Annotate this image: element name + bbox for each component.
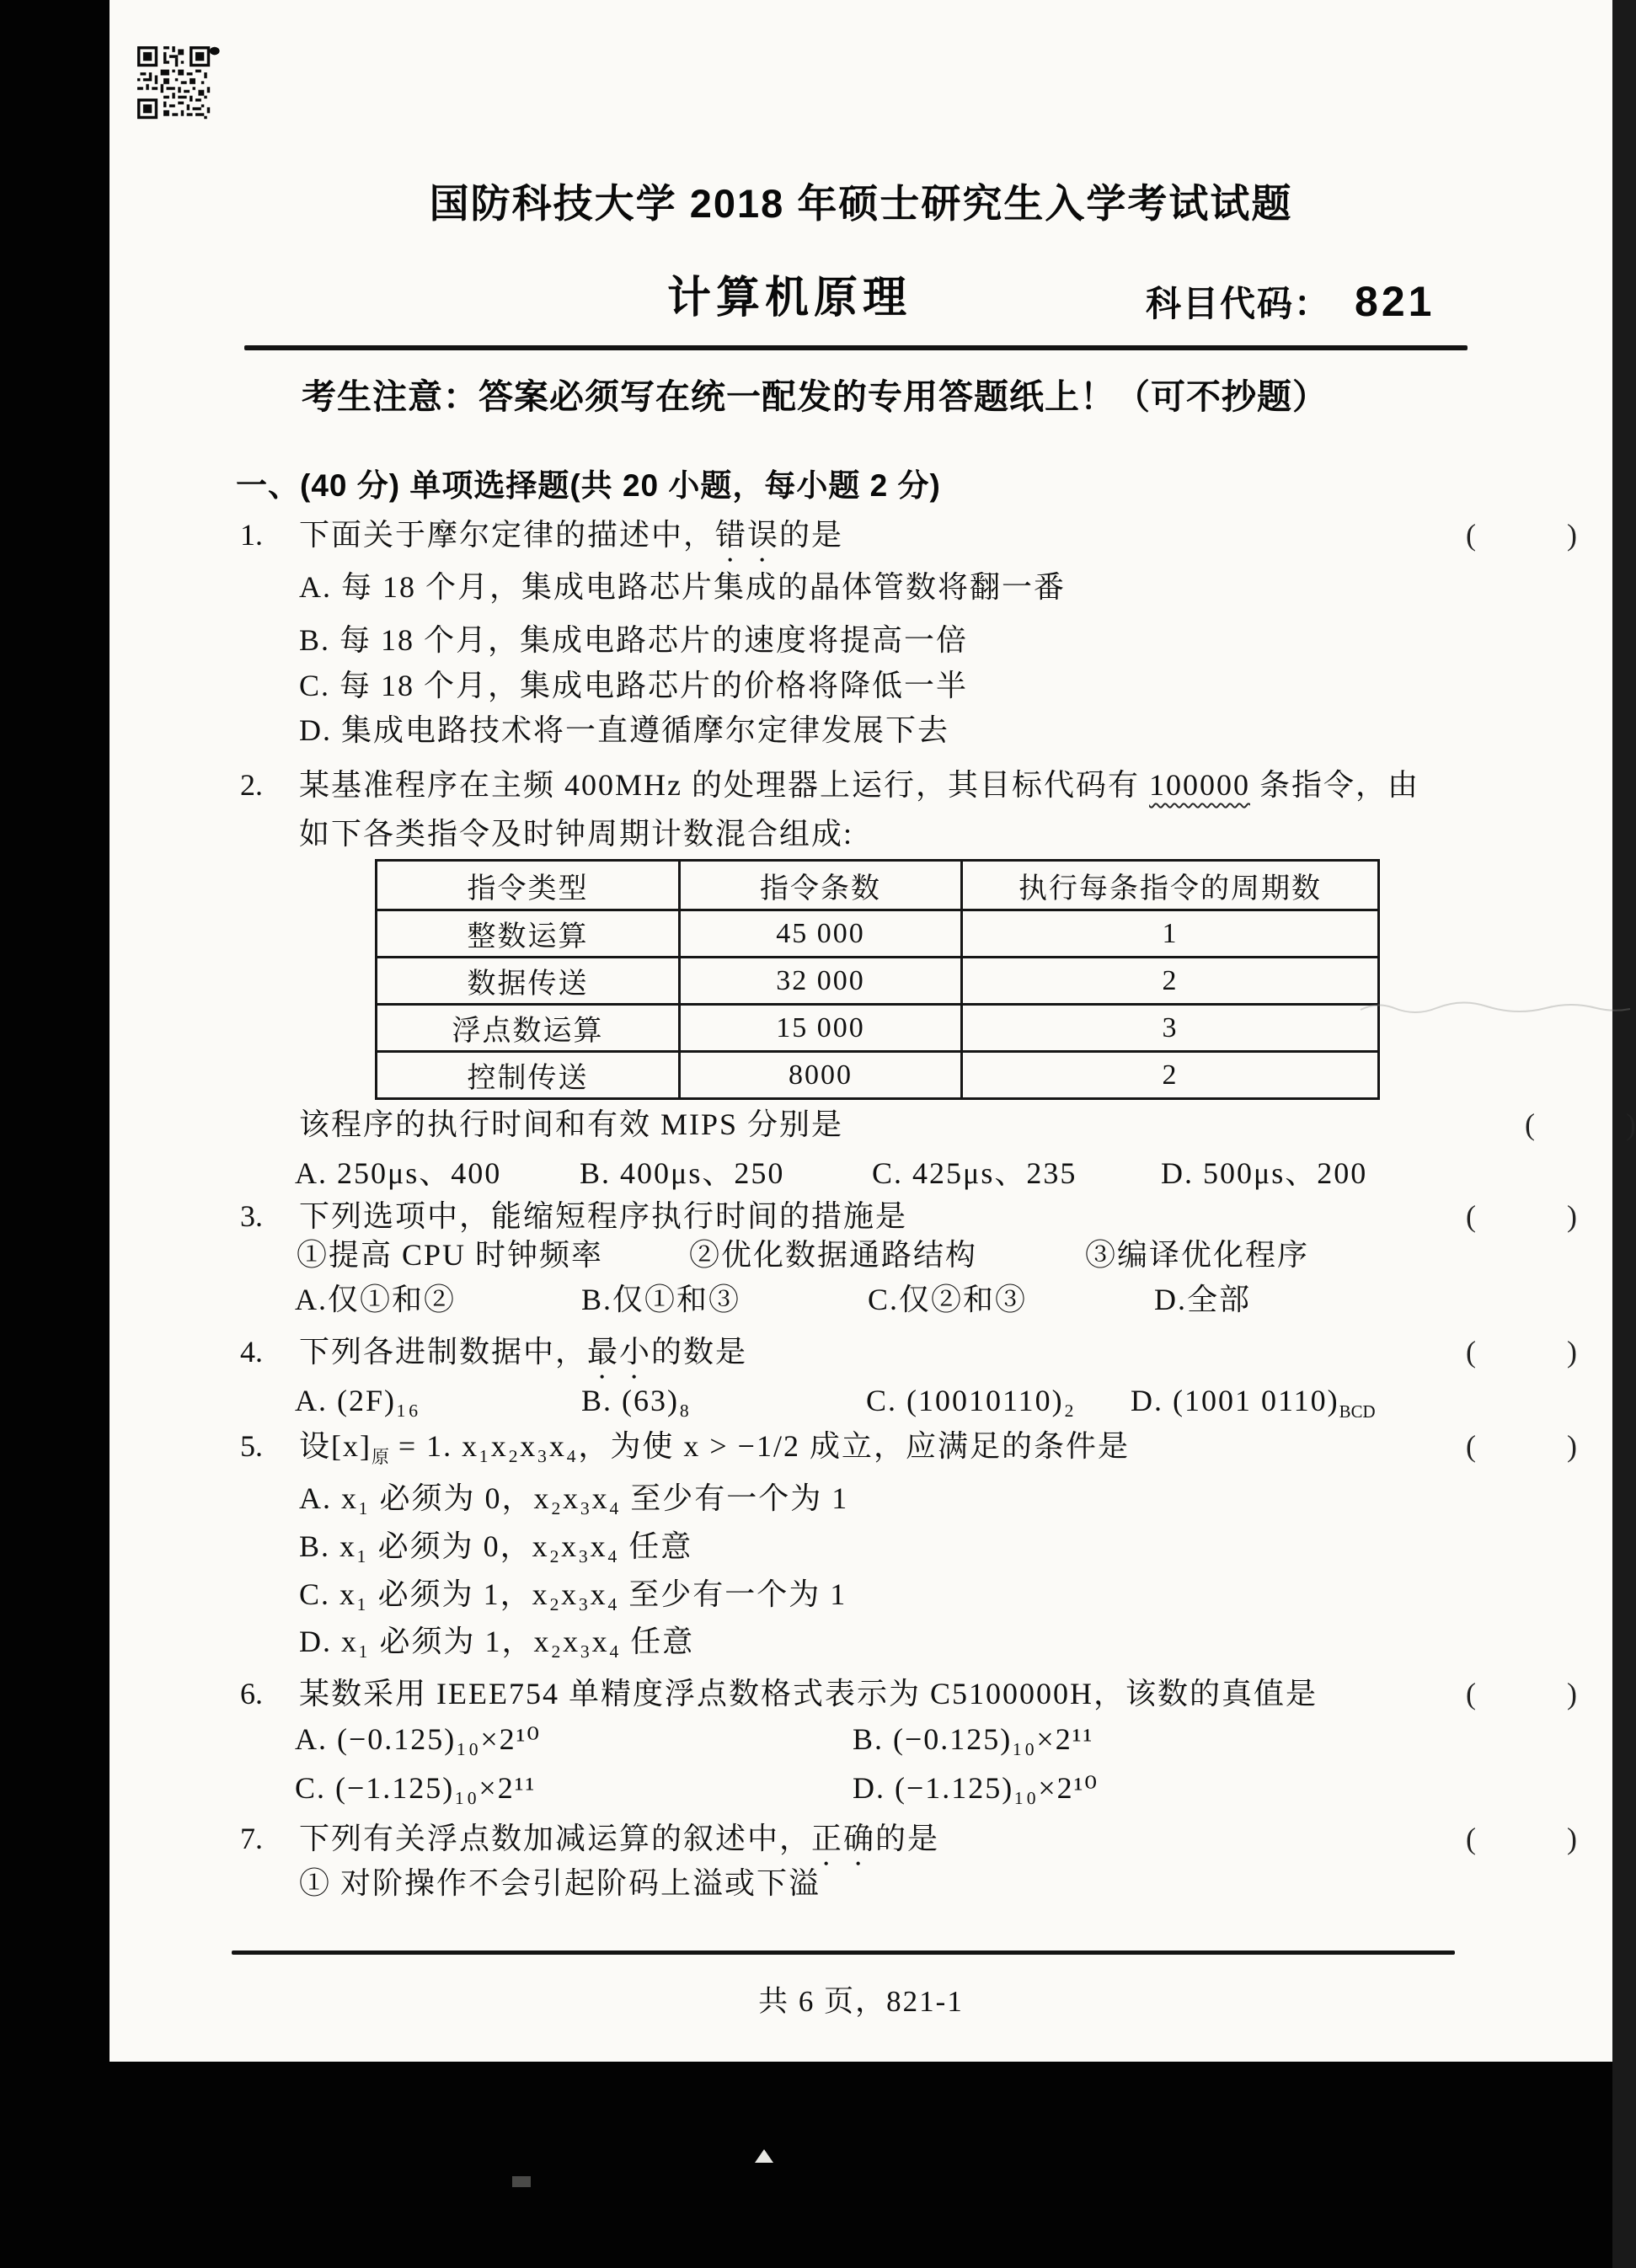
question-6-option-d: D. (−1.125)₁₀×2¹⁰ [853, 1771, 1099, 1805]
candidate-notice: 考生注意：答案必须写在统一配发的专用答题纸上！（可不抄题） [302, 377, 1328, 416]
question-7-text-pre: 下列有关浮点数加减运算的叙述中， [299, 1822, 812, 1855]
question-6-option-b: B. (−0.125)₁₀×2¹¹ [853, 1722, 1094, 1756]
question-3-options-row [110, 1275, 1612, 1324]
question-1-text-pre: 下面关于摩尔定律的描述中， [299, 518, 716, 552]
question-2-option-b: B. 400μs、250 [580, 1156, 785, 1190]
paper-sheet [110, 0, 1636, 2062]
question-3-items-row [110, 1230, 1612, 1279]
question-7-text-post: 的是 [875, 1822, 940, 1855]
cell-type: 整数运算 [377, 910, 680, 958]
paren-open: ( [1466, 1335, 1476, 1369]
cell-count: 45 000 [680, 910, 962, 958]
question-5-text-post: = 1. x₁x₂x₃x₄，为使 x > −1/2 成立，应满足的条件是 [388, 1429, 1130, 1463]
question-2-option-d: D. 500μs、200 [1161, 1156, 1368, 1190]
question-4-text-emphasis: 最小 [587, 1335, 652, 1369]
table-row [377, 1052, 1379, 1099]
question-1-number: 1. [240, 518, 263, 552]
question-2-options-row [110, 1149, 1612, 1198]
option-text: A. (2F)₁₆ [295, 1384, 421, 1417]
question-2-underlined-value: 100000 [1149, 768, 1250, 802]
question-7-item-1: ① 对阶操作不会引起阶码上溢或下溢 [299, 1866, 821, 1900]
cell-cycles: 3 [962, 1005, 1379, 1052]
paren-open: ( [1466, 1822, 1476, 1855]
question-3-option-d: D.全部 [1154, 1283, 1251, 1316]
answer-blank-parens [1466, 1669, 1577, 1718]
pencil-mark [1356, 998, 1634, 1018]
instruction-mix-table [375, 859, 1380, 1100]
question-5-option-c: C. x₁ 必须为 1，x₂x₃x₄ 至少有一个为 1 [299, 1577, 847, 1611]
paren-open: ( [1466, 1429, 1476, 1463]
question-4-text-post: 的数是 [651, 1335, 748, 1369]
paren-open: ( [1466, 1199, 1476, 1233]
cell-cycles: 1 [962, 910, 1379, 958]
scan-speck [512, 2176, 531, 2187]
question-2-option-a: A. 250μs、400 [295, 1156, 502, 1190]
cell-count: 15 000 [680, 1005, 962, 1052]
question-6-stem [240, 1669, 1577, 1718]
question-1-option-c: C. 每 18 个月，集成电路芯片的价格将降低一半 [299, 669, 969, 702]
question-6-options-row2 [110, 1764, 1612, 1812]
question-3-number: 3. [240, 1199, 263, 1233]
subject-code-row [1146, 276, 1435, 327]
question-1-option-a: A. 每 18 个月，集成电路芯片集成的晶体管数将翻一番 [299, 570, 1066, 604]
answer-blank-parens [1466, 1327, 1577, 1376]
question-5-text-pre: 设[x] [299, 1429, 372, 1463]
cell-type: 控制传送 [377, 1052, 680, 1099]
page-footer: 共 6 页，821-1 [758, 1985, 964, 2018]
paren-open: ( [1525, 1107, 1535, 1141]
col-header-instruction-type: 指令类型 [377, 861, 680, 910]
cell-count: 32 000 [680, 958, 962, 1005]
question-7-stem [240, 1814, 1577, 1863]
table-header-row [377, 861, 1379, 910]
question-3-text: 下列选项中，能缩短程序执行时间的措施是 [299, 1199, 908, 1233]
question-2-number: 2. [240, 768, 263, 802]
question-2-stem-line1 [240, 760, 1419, 809]
question-2-option-c: C. 425μs、235 [872, 1156, 1077, 1190]
paren-open: ( [1466, 518, 1476, 552]
question-5-option-a: A. x₁ 必须为 0，x₂x₃x₄ 至少有一个为 1 [299, 1481, 849, 1515]
question-2-text-post: 条指令，由 [1250, 768, 1420, 802]
option-text: C. (10010110)₂ [866, 1384, 1077, 1417]
footer-divider [232, 1950, 1455, 1955]
question-1-option-d: D. 集成电路技术将一直遵循摩尔定律发展下去 [299, 713, 949, 747]
question-3-item-3: ③编译优化程序 [1085, 1238, 1310, 1272]
scan-border-bottom [0, 2062, 1612, 2268]
answer-blank-parens [1466, 1422, 1577, 1470]
question-1-stem [240, 510, 1577, 559]
scan-border-left [0, 0, 110, 2268]
answer-blank-parens [1525, 1100, 1636, 1149]
question-5-subscript: 原 [371, 1447, 389, 1468]
question-3-option-b: B.仅①和③ [581, 1283, 741, 1316]
table-row [377, 958, 1379, 1005]
question-6-option-c: C. (−1.125)₁₀×2¹¹ [295, 1771, 537, 1805]
answer-blank-parens [1466, 510, 1577, 559]
cell-cycles: 2 [962, 958, 1379, 1005]
question-3-option-a: A.仅①和② [295, 1283, 456, 1316]
question-5-option-d: D. x₁ 必须为 1，x₂x₃x₄ 任意 [299, 1625, 695, 1658]
paren-close: ) [1626, 1107, 1636, 1141]
cell-cycles: 2 [962, 1052, 1379, 1099]
paren-close: ) [1567, 1677, 1577, 1710]
paren-open: ( [1466, 1677, 1476, 1710]
question-2-stem2 [299, 1100, 1636, 1149]
cell-type: 数据传送 [377, 958, 680, 1005]
question-2-stem-line2: 如下各类指令及时钟周期计数混合组成: [299, 817, 854, 851]
page-title: 国防科技大学 2018 年硕士研究生入学考试试题 [429, 181, 1293, 226]
question-4-options-row [110, 1376, 1612, 1425]
col-header-instruction-count: 指令条数 [680, 861, 962, 910]
question-5-number: 5. [240, 1429, 263, 1463]
question-1-text-post: 的是 [779, 518, 844, 552]
question-3-item-1: ①提高 CPU 时钟频率 [297, 1238, 604, 1272]
qr-code [137, 44, 222, 133]
paren-close: ) [1567, 1429, 1577, 1463]
cell-type: 浮点数运算 [377, 1005, 680, 1052]
question-1-option-b: B. 每 18 个月，集成电路芯片的速度将提高一倍 [299, 623, 969, 657]
question-6-option-a: A. (−0.125)₁₀×2¹⁰ [295, 1722, 541, 1756]
question-4-number: 4. [240, 1335, 263, 1369]
subject-title: 计算机原理 [667, 274, 912, 323]
question-3-option-c: C.仅②和③ [868, 1283, 1028, 1316]
paren-close: ) [1567, 1335, 1577, 1369]
section-heading: 一、(40 分) 单项选择题(共 20 小题，每小题 2 分) [236, 468, 941, 503]
question-4-option-d [1131, 1376, 1376, 1436]
option-text: D. (1001 0110) [1131, 1384, 1339, 1417]
question-5-option-b: B. x₁ 必须为 0，x₂x₃x₄ 任意 [299, 1529, 693, 1563]
option-subscript: BCD [1339, 1401, 1376, 1422]
question-7-text-emphasis: 正确 [811, 1822, 876, 1855]
question-7-number: 7. [240, 1822, 263, 1855]
question-2-text-pre: 某基准程序在主频 400MHz 的处理器上运行，其目标代码有 [299, 768, 1149, 802]
paren-close: ) [1567, 518, 1577, 552]
question-1-text-emphasis: 错误 [715, 518, 780, 552]
question-6-options-row1 [110, 1715, 1612, 1764]
subject-code-label: 科目代码： [1146, 284, 1332, 323]
paren-close: ) [1567, 1199, 1577, 1233]
header-divider [244, 345, 1468, 350]
question-5-stem [240, 1422, 1577, 1470]
table-row [377, 1005, 1379, 1052]
subject-code-value: 821 [1355, 278, 1436, 325]
cell-count: 8000 [680, 1052, 962, 1099]
question-4-stem [240, 1327, 1577, 1376]
question-6-text: 某数采用 IEEE754 单精度浮点数格式表示为 C5100000H，该数的真值是 [299, 1677, 1318, 1710]
question-6-number: 6. [240, 1677, 263, 1710]
question-2-stem2-text: 该程序的执行时间和有效 MIPS 分别是 [299, 1107, 844, 1141]
option-text: B. (63)₈ [581, 1384, 692, 1417]
question-3-item-2: ②优化数据通路结构 [689, 1238, 978, 1272]
answer-blank-parens [1466, 1814, 1577, 1863]
paren-close: ) [1567, 1822, 1577, 1855]
col-header-cycles-per-instruction: 执行每条指令的周期数 [962, 861, 1379, 910]
table-row [377, 910, 1379, 958]
question-4-text-pre: 下列各进制数据中， [299, 1335, 588, 1369]
